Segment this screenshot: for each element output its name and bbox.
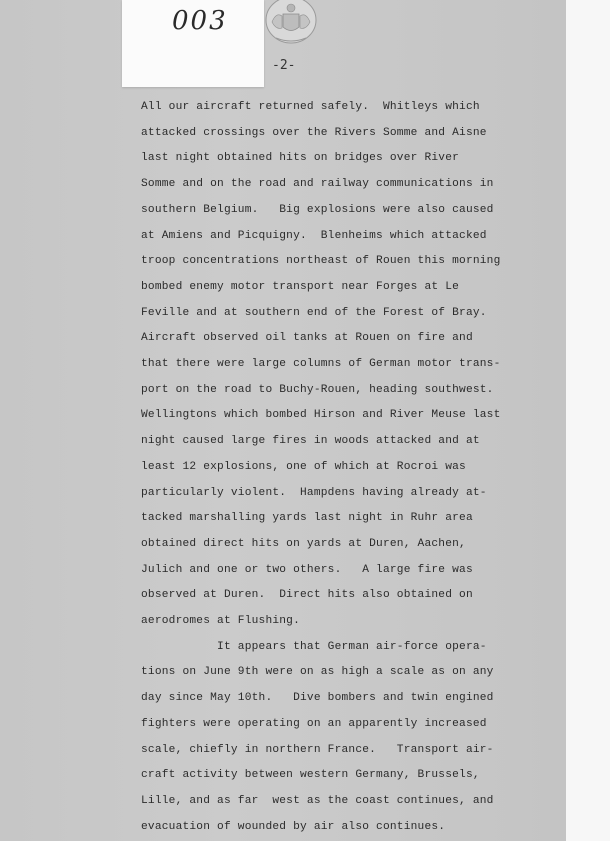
text-line: Feville and at southern end of the Forest of Bray. <box>141 306 487 319</box>
text-line: Julich and one or two others. A large fire was <box>141 563 473 576</box>
text-line: fighters were operating on an apparently increased <box>141 717 487 730</box>
body-text <box>141 95 561 840</box>
text-line: at Amiens and Picquigny. Blenheims which attacked <box>141 229 487 242</box>
text-line: Somme and on the road and railway communications in <box>141 178 494 191</box>
text-line: attacked crossings over the Rivers Somme and Aisne <box>141 126 487 139</box>
text-line: tions on June 9th were on as high a scale as on any <box>141 666 494 679</box>
text-line: craft activity between western Germany, Brussels, <box>141 769 480 782</box>
text-line: southern Belgium. Big explosions were also caused <box>141 203 494 216</box>
text-line: particularly violent. Hampdens having already at- <box>141 486 487 499</box>
text-line: tacked marshalling yards last night in Ruhr area <box>141 512 473 525</box>
text-line: that there were large columns of German motor trans- <box>141 358 501 371</box>
text-line: night caused large fires in woods attacked and at <box>141 435 480 448</box>
text-line: troop concentrations northeast of Rouen this morning <box>141 255 501 268</box>
handwritten-note: 003 <box>172 6 228 36</box>
text-line: last night obtained hits on bridges over River <box>141 152 460 165</box>
text-line: Lille, and as far west as the coast continues, and <box>141 794 494 807</box>
text-line: observed at Duren. Direct hits also obtained on <box>141 589 473 602</box>
sticky-note <box>122 0 264 87</box>
text-line: It appears that German air-force opera- <box>141 640 487 653</box>
text-line: Wellingtons which bombed Hirson and River Meuse last <box>141 409 501 422</box>
text-line: least 12 explosions, one of which at Rocroi was <box>141 460 466 473</box>
text-line: All our aircraft returned safely. Whitleys which <box>141 101 480 113</box>
text-line: bombed enemy motor transport near Forges at Le <box>141 280 460 293</box>
text-line: Aircraft observed oil tanks at Rouen on fire and <box>141 332 473 345</box>
text-line: evacuation of wounded by air also continues. <box>141 820 446 833</box>
text-line: scale, chiefly in northern France. Transport air- <box>141 743 494 756</box>
text-line: aerodromes at Flushing. <box>141 615 301 628</box>
text-line: day since May 10th. Dive bombers and twin engined <box>141 692 494 705</box>
page-margin <box>566 0 610 841</box>
page-number: -2- <box>272 58 296 73</box>
text-line: obtained direct hits on yards at Duren, Aachen, <box>141 537 466 550</box>
royal-crest-emblem <box>264 0 318 44</box>
text-line: port on the road to Buchy-Rouen, heading southwest. <box>141 383 494 396</box>
